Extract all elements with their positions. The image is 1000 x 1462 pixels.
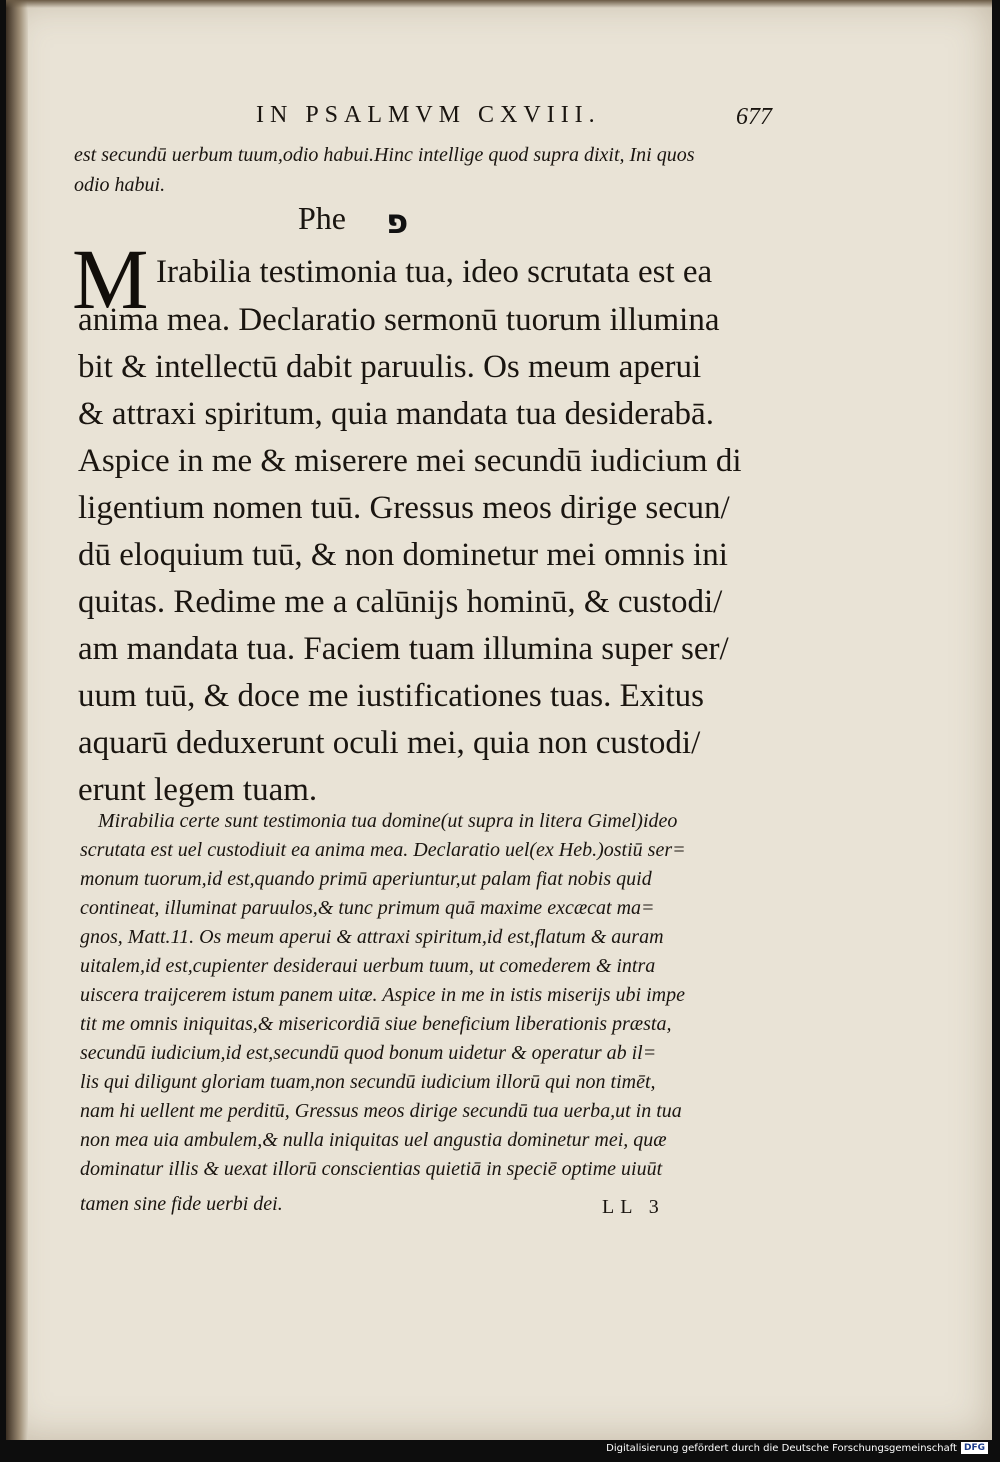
main-text-line: bit & intellectū dabit paruulis. Os meum aperui (78, 349, 702, 385)
commentary-line: monum tuorum,id est,quando primū aperiuntur,ut palam fiat nobis quid (80, 868, 652, 890)
commentary-line: nam hi uellent me perditū, Gressus meos dirige secundū tua uerba,ut in tua (80, 1100, 682, 1122)
main-text-line: ligentium nomen tuū. Gressus meos dirige secun/ (78, 490, 730, 526)
main-text-line: am mandata tua. Faciem tuam illumina super ser/ (78, 631, 729, 667)
main-text-line: aquarū deduxerunt oculi mei, quia non custodi/ (78, 725, 701, 761)
main-text-line: erunt legem tuam. (78, 772, 318, 808)
commentary-line: lis qui diligunt gloriam tuam,non secundū iudicium illorū qui non timēt, (80, 1071, 656, 1093)
main-text-line: quitas. Redime me a calūnijs hominū, & custodi/ (78, 584, 723, 620)
commentary-line: non mea uia ambulem,& nulla iniquitas uel angustia dominetur mei, quæ (80, 1129, 667, 1151)
dfg-logo-icon: DFG (961, 1442, 988, 1454)
commentary-line: tamen sine fide uerbi dei. (80, 1193, 283, 1215)
main-text-line: Aspice in me & miserere mei secundū iudicium di (78, 443, 742, 479)
drop-cap: M (72, 231, 149, 327)
intro-text: est secundū uerbum tuum,odio habui.Hinc intellige quod supra dixit, Ini quos odio habui. (74, 144, 695, 196)
commentary-line: tit me omnis iniquitas,& misericordiā siue beneficium liberationis præsta, (80, 1013, 672, 1035)
commentary-line: scrutata est uel custodiuit ea anima mea. Declaratio uel(ex Heb.)ostiū ser= (80, 839, 686, 861)
commentary-line: Mirabilia certe sunt testimonia tua domine(ut supra in litera Gimel)ideo (98, 810, 678, 832)
footer-credit: Digitalisierung gefördert durch die Deutsche Forschungsgemeinschaft (606, 1442, 957, 1454)
commentary-line: contineat, illuminat paruulos,& tunc primum quā maxime excæcat ma= (80, 897, 655, 919)
hebrew-letter: פ (386, 202, 409, 242)
digitization-footer (606, 1442, 988, 1454)
page-top-edge (6, 0, 992, 8)
running-title: IN PSALMVM CXVIII. (256, 102, 601, 128)
main-text-line: anima mea. Declaratio sermonū tuorum illumina (78, 302, 720, 338)
commentary-line: secundū iudicium,id est,secundū quod bonum uidetur & operatur ab il= (80, 1042, 657, 1064)
commentary-line: dominatur illis & uexat illorū conscientias quietiā in speciē optime uiuūt (80, 1158, 663, 1180)
page-number: 677 (736, 104, 772, 130)
section-letter-name: Phe (298, 200, 346, 236)
commentary-line: uitalem,id est,cupienter desideraui uerbum tuum, ut comederem & intra (80, 955, 656, 977)
signature-mark: LL 3 (602, 1196, 665, 1218)
main-text-line: uum tuū, & doce me iustificationes tuas. Exitus (78, 678, 704, 714)
main-text-line: & attraxi spiritum, quia mandata tua desiderabā. (78, 396, 714, 432)
commentary-line: gnos, Matt.11. Os meum aperui & attraxi spiritum,id est,flatum & auram (80, 926, 664, 948)
commentary-line: uiscera traijcerem istum panem uitæ. Aspice in me in istis miserijs ubi impe (80, 984, 685, 1006)
book-gutter (6, 0, 28, 1440)
main-text-line: dū eloquium tuū, & non dominetur mei omnis ini (78, 537, 728, 573)
book-page (6, 0, 992, 1440)
main-text-line: Irabilia testimonia tua, ideo scrutata est ea (156, 254, 713, 290)
